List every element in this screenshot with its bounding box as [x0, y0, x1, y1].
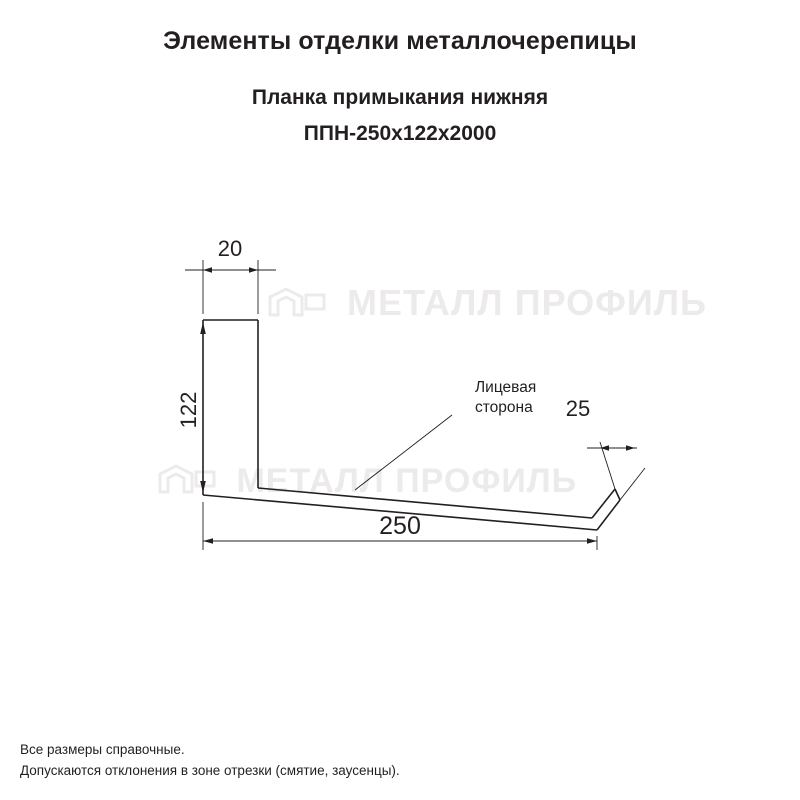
watermark-text: МЕТАЛЛ ПРОФИЛЬ	[236, 462, 578, 500]
watermark-text: МЕТАЛЛ ПРОФИЛЬ	[347, 282, 707, 323]
dimension-122	[200, 320, 206, 495]
face-side-label-line2: сторона	[475, 399, 533, 416]
dimension-20	[185, 260, 276, 314]
dimension-122-label: 122	[176, 391, 201, 429]
dimension-20-label: 20	[217, 236, 243, 261]
footer-notes	[20, 740, 400, 782]
face-side-leader	[355, 415, 452, 490]
page-title: Элементы отделки металлочерепицы	[163, 27, 637, 55]
footer-note-2: Допускаются отклонения в зоне отрезки (смятие, заусенцы).	[20, 763, 400, 779]
dimension-25-label: 25	[565, 396, 591, 421]
footer-note-1: Все размеры справочные.	[20, 742, 185, 758]
technical-drawing	[100, 210, 740, 610]
title-block	[0, 26, 800, 146]
product-code: ППН-250х122х2000	[303, 122, 497, 145]
face-side-label-line1: Лицевая	[475, 379, 537, 396]
dimension-250-label: 250	[379, 512, 421, 540]
profile-outline	[203, 320, 620, 530]
product-name: Планка примыкания нижняя	[251, 86, 549, 109]
